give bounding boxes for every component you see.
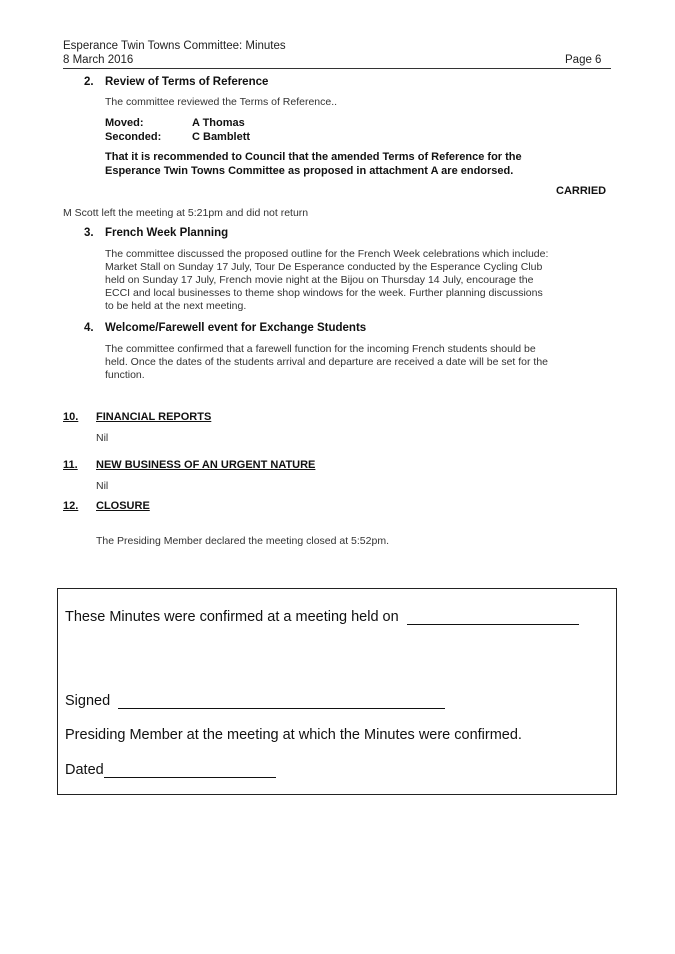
- section-10-body: Nil: [96, 432, 109, 444]
- item3-title: French Week Planning: [105, 227, 229, 239]
- item2-text: The committee reviewed the Terms of Reference..: [105, 96, 338, 108]
- dated-row: [65, 762, 276, 778]
- item3-line: to be held at the next meeting.: [105, 300, 247, 312]
- seconded-value: C Bamblett: [192, 131, 251, 143]
- item4-line: The committee confirmed that a farewell function for the incoming French students should be: [105, 343, 536, 355]
- resolution-line-1: That it is recommended to Council that the amended Terms of Reference for the: [105, 151, 522, 163]
- departure-note: M Scott left the meeting at 5:21pm and did not return: [63, 207, 309, 219]
- item2-num: 2.: [84, 76, 94, 88]
- page-number: Page 6: [565, 54, 602, 66]
- header-date: 8 March 2016: [63, 54, 134, 66]
- item3-num: 3.: [84, 227, 94, 239]
- header-rule: [63, 68, 611, 69]
- section-10-num: 10.: [63, 411, 79, 423]
- section-12-body: The Presiding Member declared the meeting closed at 5:52pm.: [96, 535, 389, 547]
- item4-line: function.: [105, 369, 145, 381]
- resolution-line-2: Esperance Twin Towns Committee as proposed in attachment A are endorsed.: [105, 165, 514, 177]
- carried-label: CARRIED: [556, 185, 607, 197]
- confirmation-box: [57, 588, 617, 795]
- dated-label: Dated: [65, 762, 104, 778]
- item4-title: Welcome/Farewell event for Exchange Students: [105, 322, 367, 334]
- section-11-body: Nil: [96, 480, 109, 492]
- section-12-num: 12.: [63, 500, 79, 512]
- item3-line: ECCI and local businesses to theme shop windows for the week. Further planning discussions: [105, 287, 543, 299]
- section-11-title: NEW BUSINESS OF AN URGENT NATURE: [96, 459, 316, 471]
- section-11-num: 11.: [63, 459, 78, 471]
- signed-label: Signed: [65, 693, 111, 709]
- section-10-title: FINANCIAL REPORTS: [96, 411, 212, 423]
- section-12-title: CLOSURE: [96, 500, 150, 512]
- item4-line: held. Once the dates of the students arrival and departure are received a date will be set for the: [105, 356, 549, 368]
- signature-line[interactable]: [118, 694, 445, 709]
- header-title: Esperance Twin Towns Committee: Minutes: [63, 40, 286, 52]
- moved-value: A Thomas: [192, 117, 245, 129]
- item3-line: held on Sunday 17 July, French movie night at the Bijou on Thursday 14 July, encourage the: [105, 274, 534, 286]
- dated-line[interactable]: [104, 763, 276, 778]
- moved-label: Moved:: [105, 117, 144, 129]
- signed-row: [65, 693, 445, 709]
- item3-line: Market Stall on Sunday 17 July, Tour De Esperance conducted by the Esperance Cycling Club: [105, 261, 543, 273]
- item3-line: The committee discussed the proposed outline for the French Week celebrations which include:: [105, 248, 549, 260]
- item4-num: 4.: [84, 322, 94, 334]
- confirmation-line-1: These Minutes were confirmed at a meeting held on: [65, 609, 399, 625]
- confirmation-heading-row: [65, 609, 579, 625]
- item2-title: Review of Terms of Reference: [105, 76, 269, 88]
- seconded-label: Seconded:: [105, 131, 162, 143]
- meeting-date-line[interactable]: [407, 610, 579, 625]
- presiding-member-text: Presiding Member at the meeting at which the Minutes were confirmed.: [65, 727, 522, 743]
